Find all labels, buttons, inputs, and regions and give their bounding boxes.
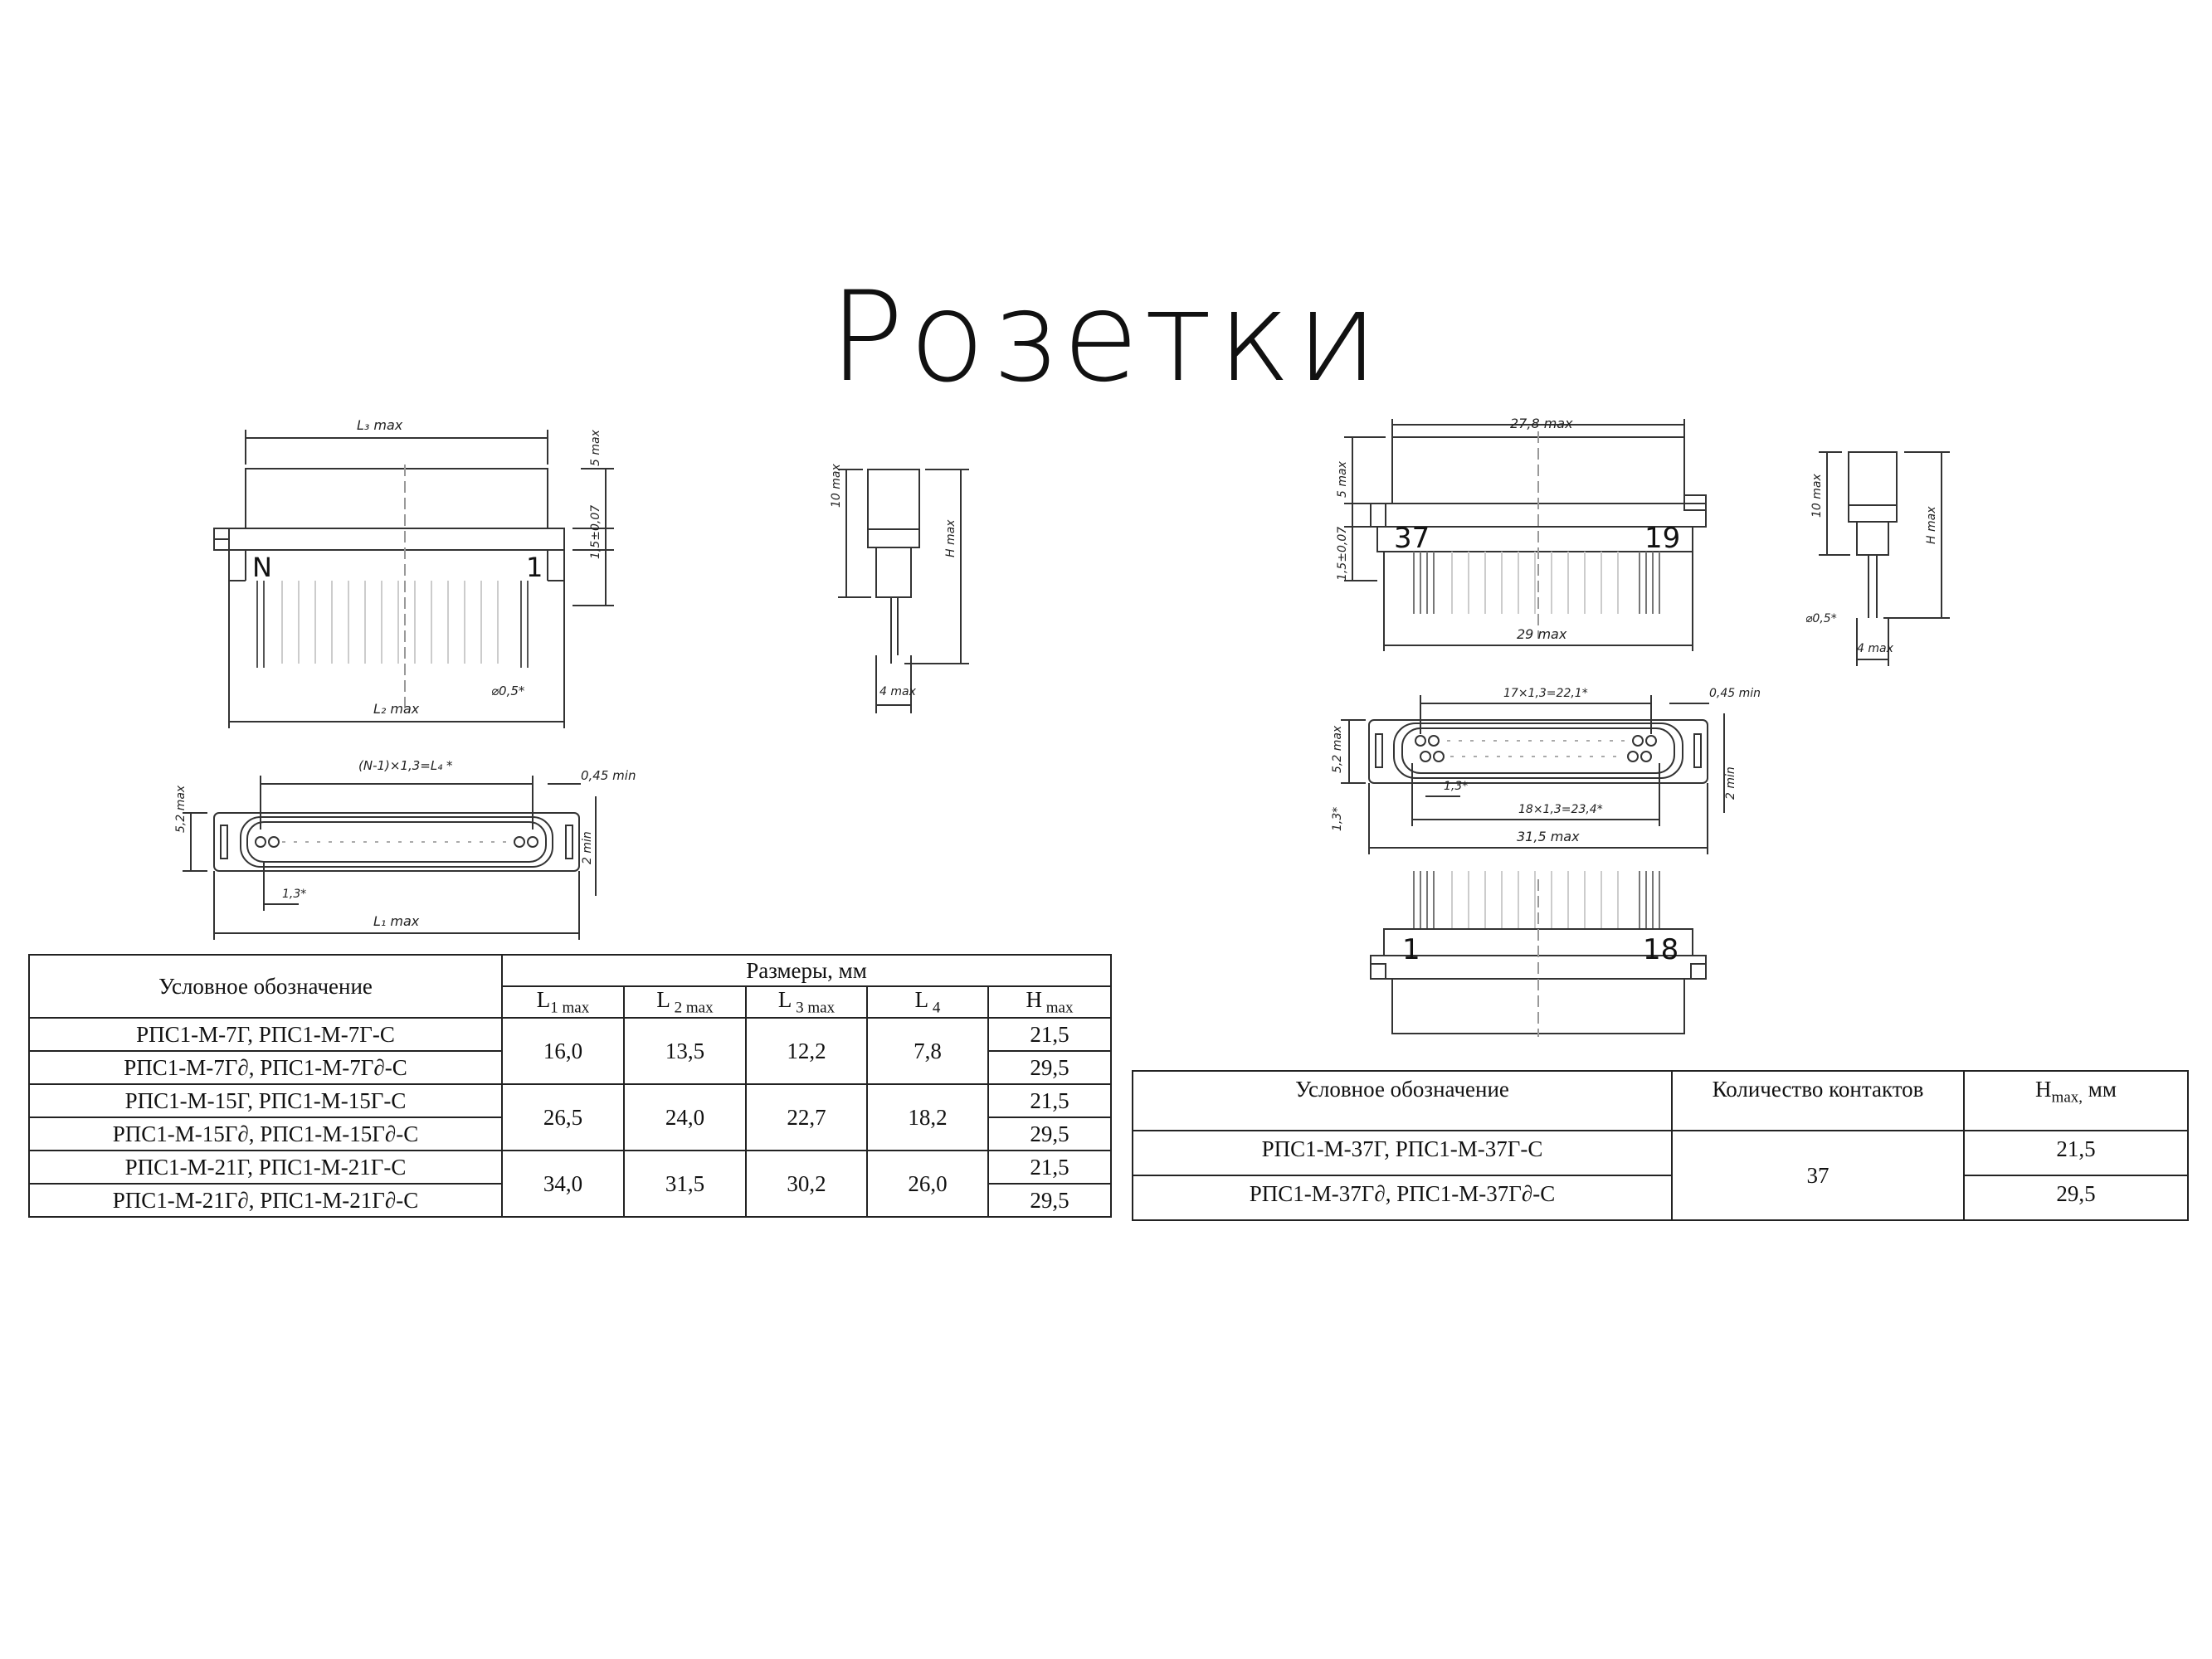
- l2-cell: 31,5: [624, 1151, 746, 1217]
- d29-max-label: 29 max: [1517, 626, 1567, 642]
- l1-cell: 34,0: [502, 1151, 624, 1217]
- h-header: H $_{max}$: [988, 986, 1111, 1018]
- designation-cell: РПС1-М-7Г, РПС1-М-7Г-С: [29, 1018, 502, 1051]
- gap-label: 0,45 min: [581, 768, 636, 783]
- w4-max-label-right: 4 max: [1857, 642, 1893, 655]
- h-cell: 21,5: [988, 1084, 1111, 1117]
- l3-cell: 22,7: [746, 1084, 867, 1151]
- h-cell: 29,5: [988, 1117, 1111, 1151]
- l3-max-label: L₃ max: [357, 417, 403, 433]
- l3-cell: 30,2: [746, 1151, 867, 1217]
- table-row: [29, 1084, 1111, 1117]
- sizes-header: Размеры, мм: [502, 955, 1111, 986]
- table-row: [29, 1151, 1111, 1184]
- l4-cell: 26,0: [867, 1151, 988, 1217]
- w4-max-label: 4 max: [879, 685, 916, 698]
- l2-max-label: L₂ max: [373, 701, 420, 717]
- pitch-17-label: 17×1,3=22,1*: [1503, 687, 1588, 700]
- l2-cell: 24,0: [624, 1084, 746, 1151]
- min2-label: 2 min: [581, 831, 594, 864]
- left-body-rect: [246, 469, 548, 528]
- designation-header: Условное обозначение: [1133, 1071, 1672, 1131]
- pitch-13-label-right: 1,3*: [1444, 780, 1469, 793]
- pitch-n-label: (N-1)×1,3=L₄ *: [358, 758, 453, 773]
- h5-max-label: 5 max: [589, 430, 602, 466]
- designation-cell: РПС1-М-37Г∂, РПС1-М-37Г∂-С: [1133, 1175, 1672, 1220]
- contacts-header: Количество контактов: [1672, 1071, 1964, 1131]
- pin-18-label: 18: [1643, 933, 1679, 966]
- diam-label-right: ⌀0,5*: [1805, 612, 1837, 625]
- d278-max-label: 27,8 max: [1510, 416, 1573, 431]
- h-header: $H_{max,}$ мм: [1964, 1071, 2188, 1131]
- h10-max-label: 10 max: [830, 464, 843, 508]
- table-row: [1133, 1175, 2188, 1220]
- l4-cell: 18,2: [867, 1084, 988, 1151]
- pitch-13-label: 1,3*: [282, 888, 307, 901]
- h10-max-label-right: 10 max: [1810, 474, 1824, 518]
- h52-max-label: 5,2 max: [174, 785, 188, 833]
- d315-max-label: 31,5 max: [1517, 829, 1580, 844]
- gap-label-right: 0,45 min: [1709, 687, 1761, 700]
- left-flange-rect: [229, 528, 564, 550]
- l2-header: L $_{2 max}$: [624, 986, 746, 1018]
- l4-header: L $_4$: [867, 986, 988, 1018]
- pin-1-label-right: 1: [1402, 933, 1420, 966]
- h-cell: 21,5: [988, 1018, 1111, 1051]
- diam-label: ⌀0,5*: [491, 684, 525, 698]
- l3-header: L $_{3 max}$: [746, 986, 867, 1018]
- l1-header: $L_{1 max}$: [502, 986, 624, 1018]
- pin-n-label: N: [252, 552, 272, 583]
- h-cell: 29,5: [988, 1184, 1111, 1217]
- contacts-cell: 37: [1672, 1131, 1964, 1220]
- contacts-table: [1132, 1070, 2189, 1221]
- designation-cell: РПС1-М-21Г∂, РПС1-М-21Г∂-С: [29, 1184, 502, 1217]
- h52-max-label-right: 5,2 max: [1331, 725, 1344, 773]
- page-title: Розетки: [829, 265, 1383, 410]
- tol-label-right: 1,5±0,07: [1336, 526, 1349, 581]
- l1-max-label: L₁ max: [373, 913, 420, 929]
- designation-cell: РПС1-М-7Г∂, РПС1-М-7Г∂-С: [29, 1051, 502, 1084]
- l1-cell: 16,0: [502, 1018, 624, 1084]
- pin-1-label: 1: [526, 552, 543, 583]
- table-row: [29, 1018, 1111, 1051]
- l4-cell: 7,8: [867, 1018, 988, 1084]
- sizes-table: [28, 954, 1112, 1218]
- l2-cell: 13,5: [624, 1018, 746, 1084]
- min2-label-right: 2 min: [1724, 766, 1737, 800]
- pin-37-label: 37: [1394, 522, 1430, 555]
- designation-cell: РПС1-М-21Г, РПС1-М-21Г-С: [29, 1151, 502, 1184]
- h5-max-label-right: 5 max: [1336, 461, 1349, 498]
- pitch-18-label: 18×1,3=23,4*: [1518, 803, 1603, 816]
- h-max-label: H max: [944, 519, 957, 557]
- designation-cell: РПС1-М-37Г, РПС1-М-37Г-С: [1133, 1131, 1672, 1175]
- h-cell: 29,5: [1964, 1175, 2188, 1220]
- table-row: [1133, 1131, 2188, 1175]
- h-cell: 29,5: [988, 1051, 1111, 1084]
- designation-header: Условное обозначение: [29, 955, 502, 1018]
- pitch-13-vert-label: 1,3*: [1331, 806, 1344, 831]
- l1-cell: 26,5: [502, 1084, 624, 1151]
- designation-cell: РПС1-М-15Г∂, РПС1-М-15Г∂-С: [29, 1117, 502, 1151]
- h-cell: 21,5: [1964, 1131, 2188, 1175]
- h-cell: 21,5: [988, 1151, 1111, 1184]
- pin-19-label: 19: [1644, 522, 1681, 555]
- tol-label: 1,5±0,07: [589, 504, 602, 559]
- l3-cell: 12,2: [746, 1018, 867, 1084]
- designation-cell: РПС1-М-15Г, РПС1-М-15Г-С: [29, 1084, 502, 1117]
- h-max-label-right: H max: [1925, 506, 1938, 544]
